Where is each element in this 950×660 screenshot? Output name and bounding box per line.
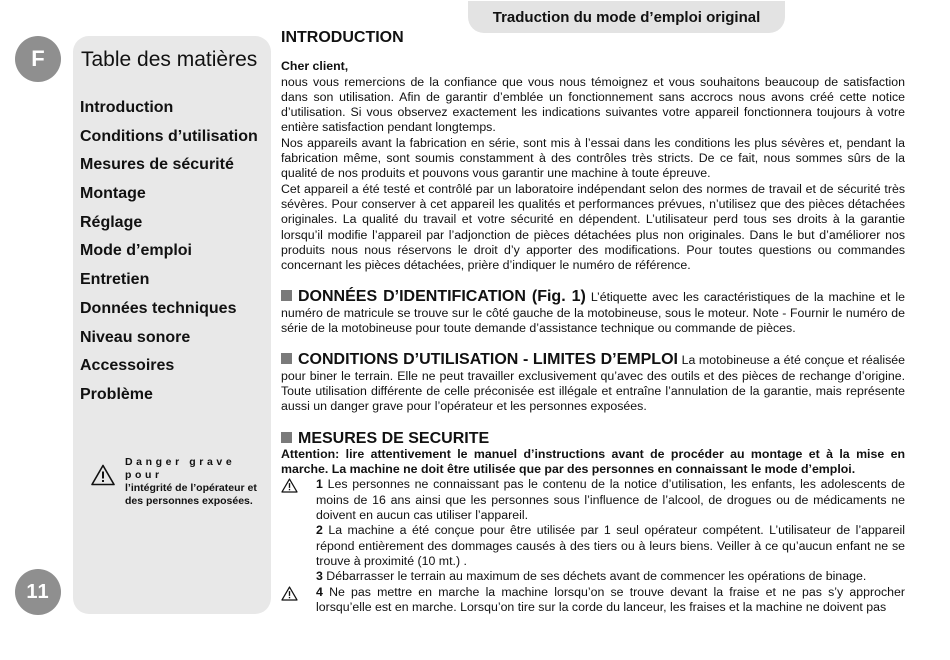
warning-triangle-icon xyxy=(281,478,298,493)
toc-item-niveau-sonore[interactable]: Niveau sonore xyxy=(80,328,191,346)
identification-title: DONNÉES D’IDENTIFICATION (Fig. 1) xyxy=(298,288,586,306)
header-title: Traduction du mode d’emploi original xyxy=(468,1,785,33)
toc-sidebar xyxy=(73,36,271,614)
intro-title: INTRODUCTION xyxy=(281,29,404,46)
danger-legend-line2: l’intégrité de l’opérateur et des personnes exposées. xyxy=(125,482,257,507)
toc-item-reglage[interactable]: Réglage xyxy=(80,213,143,231)
toc-item-securite[interactable]: Mesures de sécurité xyxy=(80,156,234,174)
safety-item-text: Les personnes ne connaissant pas le contenu de la notice d’utilisation, les enfants, les adolescents de moins de 16 ans ainsi que les personnes sous l’influence de l’alcool, de drogues ou de médicaments ne doivent en aucun cas utiliser l’appareil. xyxy=(316,477,905,523)
toc-item-montage[interactable]: Montage xyxy=(80,185,146,203)
toc-item-conditions[interactable]: Conditions d’utilisation xyxy=(80,127,258,145)
language-badge: F xyxy=(15,36,61,82)
conditions-section xyxy=(281,352,905,414)
safety-item-3 xyxy=(281,569,905,584)
toc-item-introduction[interactable]: Introduction xyxy=(80,99,174,116)
safety-item-number: 1 xyxy=(316,477,323,492)
section-square-icon xyxy=(281,290,292,301)
section-square-icon xyxy=(281,432,292,443)
toc-item-entretien[interactable]: Entretien xyxy=(80,271,150,289)
warning-triangle-icon xyxy=(281,586,298,601)
toc-item-probleme[interactable]: Problème xyxy=(80,385,153,403)
danger-legend xyxy=(91,456,267,508)
main-content xyxy=(281,30,905,615)
danger-legend-text xyxy=(125,456,267,508)
toc-item-accessoires[interactable]: Accessoires xyxy=(80,357,175,375)
toc-title: Table des matières xyxy=(81,48,258,71)
intro-paragraph-3: Cet appareil a été testé et contrôlé par un laboratoire indépendant selon des normes de travail et de sécurité très sévères. Pour conserver à cet appareil les qualités et performances prévues, n’utilisez que des pièces détachées originales. La qualité du travail et votre sécurité en dépendent. L’utilisateur perd tous ses droits à la garantie lorsqu’il modifie l’appareil par l’adjonction de pièces détachées plus non originales. Dans le but d’améliorer nos produits nous nous réservons le droit d’y apporter des modifications. Pour toutes questions ou commandes concernant les pièces détachées, prière d’indiquer le numéro de référence. xyxy=(281,181,905,273)
safety-item-text: La machine a été conçue pour être utilisée par 1 seul opérateur compétent. L’utilisateur de l’appareil répond entièrement des dommages causés à des tiers ou à leurs biens. Veiller à ce qu’aucun enfant ne se trouve à proximité (10 mt.) . xyxy=(316,523,905,568)
safety-item-number: 3 xyxy=(316,569,323,584)
toc-item-donnees-techniques[interactable]: Données techniques xyxy=(80,299,237,317)
danger-legend-line1: Danger grave pour xyxy=(125,456,236,481)
safety-heading xyxy=(281,431,905,447)
intro-paragraph-2: Nos appareils avant la fabrication en série, sont mis à l’essai dans les conditions les plus sévères et, pendant la fabrication même, sont soumis constamment à des contrôles très stricts. De ce fait, nous sommes sûrs de la qualité de nos produits et pouvons vous garantir une machine à toute épreuve. xyxy=(281,135,905,181)
safety-item-1 xyxy=(281,477,905,523)
conditions-text: La motobineuse a été conçue et réalisée pour biner le terrain. Elle ne peut travailler exclusivement qu’avec des outils et des pièces de rechange d’origine. Toute utilisation différente de celle préconisée est illégale et entraîne l’annulation de la garantie, mais représente aussi un danger grave pour l’opérateur et les personnes exposées. xyxy=(281,353,905,414)
page-number-badge: 11 xyxy=(15,569,61,615)
identification-section xyxy=(281,289,905,336)
intro-greeting: Cher client, xyxy=(281,59,349,74)
identification-text: L’étiquette avec les caractéristiques de la machine et le numéro de matricule se trouve sur le côté gauche de la motobineuse, sous le moteur. Note - Fournir le numéro de série de la motobineuse pour toute demande d’assistance technique ou commande de pièces. xyxy=(281,290,905,336)
safety-item-2 xyxy=(281,523,905,569)
safety-item-text: Débarrasser le terrain au maximum de ses déchets avant de commencer les opérations de binage. xyxy=(322,569,867,584)
intro-paragraph-1: nous vous remercions de la confiance que vous nous témoignez et vous souhaitons beaucoup de satisfaction dans son utilisation. Afin de garantir d’emblée un fonctionnement sans accrocs nous avons créé cette notice d’utilisation. Si vous observez exactement les indications suivantes votre appareil fonctionnera toujours à votre entière satisfaction pendant longtemps. xyxy=(281,74,905,135)
safety-attention: Attention: lire attentivement le manuel d’instructions avant de procéder au montage et à la mise en marche. La machine ne doit être utilisée que par des personnes en connaissant le mode d’emploi. xyxy=(281,446,905,477)
toc-item-mode-emploi[interactable]: Mode d’emploi xyxy=(80,242,192,260)
safety-title: MESURES DE SECURITE xyxy=(298,429,490,447)
warning-triangle-icon xyxy=(91,464,115,486)
safety-item-text: Ne pas mettre en marche la machine lorsqu’on se trouve devant la fraise et ne pas s’y approcher lorsqu’elle est en marche. Lorsqu’on tire sur la corde du lanceur, les fraises et la machine ne doivent pas xyxy=(316,584,905,614)
toc-list xyxy=(80,98,258,414)
section-square-icon xyxy=(281,353,292,364)
conditions-title: CONDITIONS D’UTILISATION - LIMITES D’EMPLOI xyxy=(298,351,678,369)
safety-item-4 xyxy=(281,585,905,616)
safety-item-number: 2 xyxy=(316,523,323,538)
safety-item-number: 4 xyxy=(316,584,323,599)
